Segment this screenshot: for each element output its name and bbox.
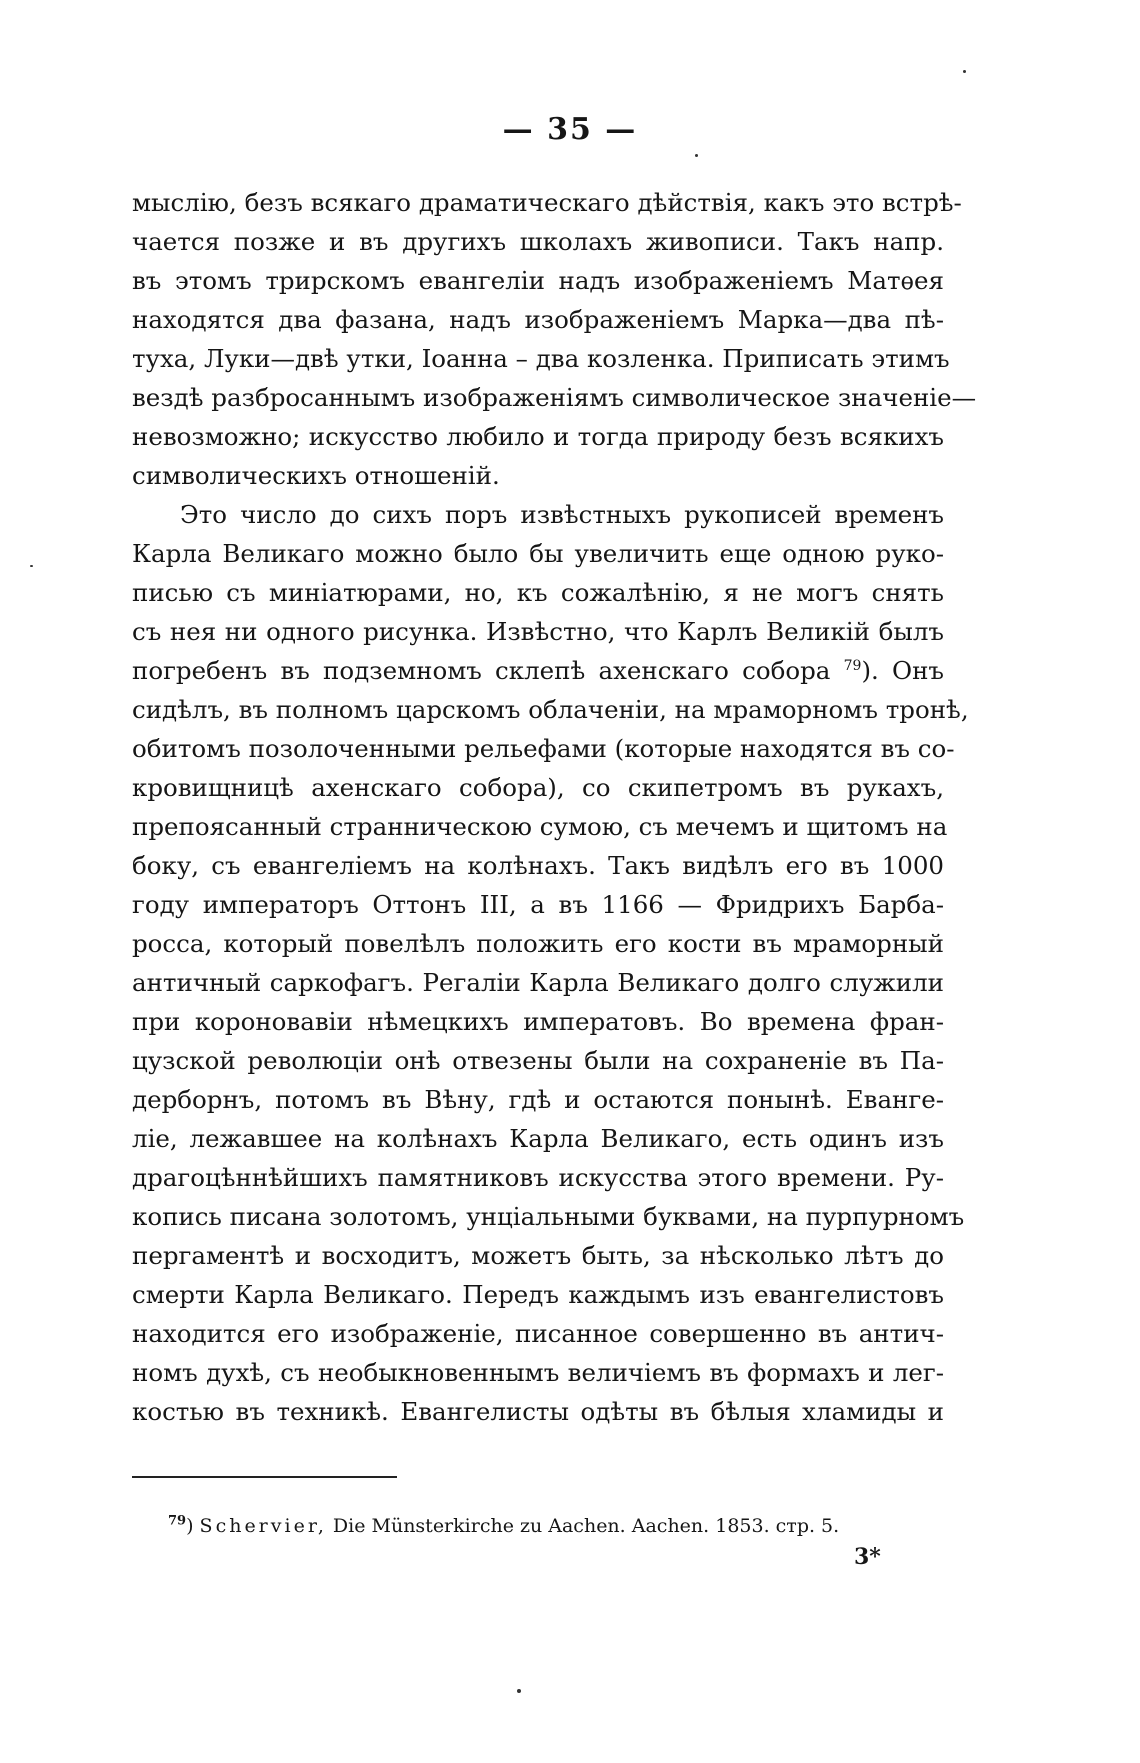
text-line-with-footnote-ref — [132, 651, 944, 690]
text-line: вездѣ разбросаннымъ изображеніямъ символическое значеніе— — [132, 383, 977, 412]
text-line: съ нея ни одного рисунка. Извѣстно, что Карлъ Великій былъ — [132, 617, 944, 646]
signature-mark: 3* — [854, 1544, 881, 1570]
text-line: находится его изображеніе, писанное совершенно въ антич- — [132, 1319, 944, 1348]
text-line: писью съ миніатюрами, но, къ сожалѣнію, я не могъ снять — [132, 578, 944, 607]
text-line: невозможно; искусство любило и тогда природу безъ всякихъ — [132, 422, 944, 451]
scan-speck — [517, 1689, 521, 1693]
text-line: античный саркофагъ. Регаліи Карла Великаго долго служили — [132, 968, 944, 997]
text-line: Карла Великаго можно было бы увеличить еще одною руко- — [132, 539, 944, 568]
page-number: — 35 — — [502, 112, 638, 147]
text-line: кровищницѣ ахенскаго собора), со скипетромъ въ рукахъ, — [132, 773, 944, 802]
text-line: мыслію, безъ всякаго драматическаго дѣйствія, какъ это встрѣ- — [132, 188, 962, 217]
scan-speck — [30, 565, 33, 567]
text-line: символическихъ отношеній. — [132, 461, 500, 490]
text-line: номъ духѣ, съ необыкновеннымъ величіемъ въ формахъ и лег- — [132, 1358, 944, 1387]
text-line: въ этомъ трирскомъ евангеліи надъ изображеніемъ Матѳея — [132, 266, 944, 295]
line-text-after-ref: ). Онъ — [861, 656, 944, 685]
body-text — [132, 183, 977, 1431]
scan-speck — [963, 70, 966, 73]
text-line: при короновавіи нѣмецкихъ императовъ. Во времена фран- — [132, 1007, 944, 1036]
text-line: дерборнъ, потомъ въ Вѣну, гдѣ и остаются понынѣ. Еванге- — [132, 1085, 944, 1114]
footnote-reference: 79 — [843, 657, 862, 674]
text-line: туха, Луки—двѣ утки, Іоанна – два козленка. Приписать этимъ — [132, 344, 950, 373]
footnote-divider — [132, 1476, 397, 1478]
text-line: костью въ техникѣ. Евангелисты одѣты въ бѣлыя хламиды и — [132, 1397, 944, 1426]
footnote-number: 79 — [168, 1513, 187, 1529]
text-line: году императоръ Оттонъ III, а въ 1166 — Фридрихъ Барба- — [132, 890, 944, 919]
text-line: ліе, лежавшее на колѣнахъ Карла Великаго, есть одинъ изъ — [132, 1124, 944, 1153]
text-line: Это число до сихъ поръ извѣстныхъ рукописей временъ — [180, 500, 944, 529]
text-line: чается позже и въ другихъ школахъ живописи. Такъ напр. — [132, 227, 944, 256]
footnote-author: Schervier, — [199, 1515, 327, 1537]
text-line: боку, съ евангеліемъ на колѣнахъ. Такъ видѣлъ его въ 1000 — [132, 851, 944, 880]
text-line: находятся два фазана, надъ изображеніемъ Марка—два пѣ- — [132, 305, 944, 334]
text-line: драгоцѣннѣйшихъ памятниковъ искусства этого времени. Ру- — [132, 1163, 944, 1192]
text-line: обитомъ позолоченными рельефами (которые находятся въ со- — [132, 734, 955, 763]
text-line: препоясанный странническою сумою, съ мечемъ и щитомъ на — [132, 812, 948, 841]
line-text: погребенъ въ подземномъ склепѣ ахенскаго собора — [132, 656, 831, 685]
text-line: смерти Карла Великаго. Передъ каждымъ изъ евангелистовъ — [132, 1280, 944, 1309]
footnote: $^{79}$) Schervier, Die Münsterkirche zu Aachen. Aachen. 1853. стр. 5. — [168, 1513, 840, 1537]
text-line: пергаментѣ и восходитъ, можетъ быть, за нѣсколько лѣтъ до — [132, 1241, 944, 1270]
text-line: цузской революціи онѣ отвезены были на сохраненіе въ Па- — [132, 1046, 944, 1075]
scan-speck — [695, 154, 698, 157]
text-line: сидѣлъ, въ полномъ царскомъ облаченіи, на мраморномъ тронѣ, — [132, 695, 969, 724]
text-line: копись писана золотомъ, унціальными буквами, на пурпурномъ — [132, 1202, 965, 1231]
text-line: росса, который повелѣлъ положить его кости въ мраморный — [132, 929, 944, 958]
footnote-title: Die Münsterkirche zu Aachen. Aachen. 1853. стр. 5. — [332, 1515, 840, 1537]
